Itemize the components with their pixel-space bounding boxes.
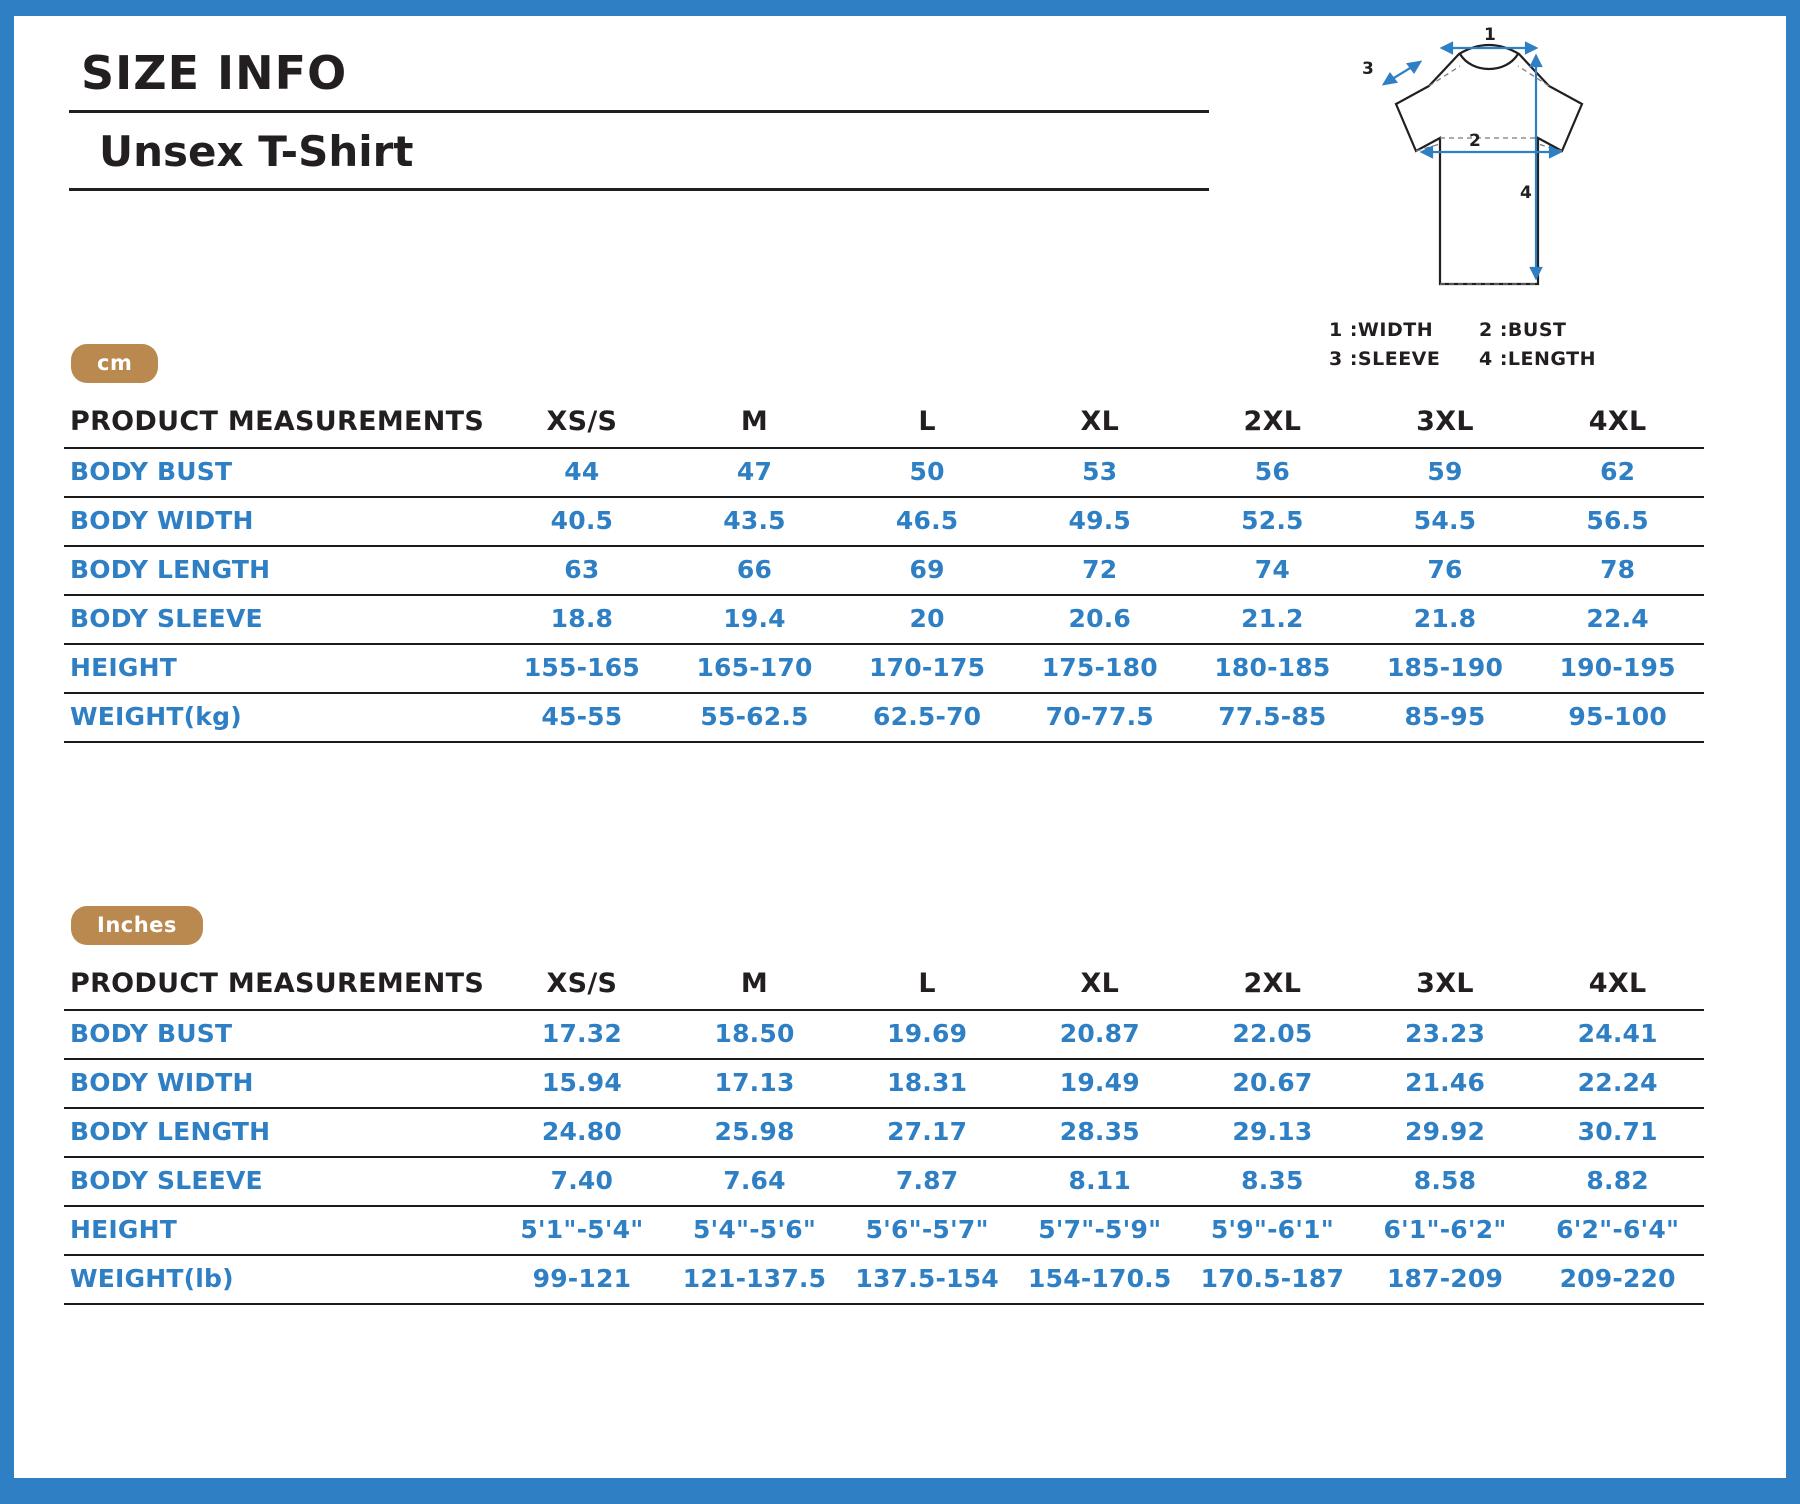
- inches-cell: 5'9"-6'1": [1186, 1206, 1359, 1255]
- table-row: [64, 1157, 1704, 1206]
- legend-item-length: 4 :LENGTH: [1479, 348, 1597, 371]
- unit-badge-inches-wrap: [71, 906, 203, 945]
- measure-sleeve-arrow: [1384, 62, 1420, 84]
- cm-cell: 70-77.5: [1013, 693, 1186, 742]
- cm-cell: 180-185: [1186, 644, 1359, 693]
- inches-cell: 30.71: [1531, 1108, 1704, 1157]
- inches-cell: 137.5-154: [841, 1255, 1014, 1304]
- cm-cell: 165-170: [668, 644, 841, 693]
- cm-cell: 78: [1531, 546, 1704, 595]
- tshirt-diagram: [1324, 26, 1654, 326]
- cm-cell: 22.4: [1531, 595, 1704, 644]
- cm-cell: 18.8: [496, 595, 669, 644]
- measure-label-1: 1: [1484, 26, 1496, 45]
- measure-label-3: 3: [1362, 59, 1374, 79]
- cm-cell: 77.5-85: [1186, 693, 1359, 742]
- inches-cell: 21.46: [1359, 1059, 1532, 1108]
- legend-row: [1329, 345, 1669, 374]
- cm-cell: 175-180: [1013, 644, 1186, 693]
- measure-label-2: 2: [1469, 131, 1481, 151]
- cm-table-head: [64, 398, 1704, 448]
- cm-cell: 170-175: [841, 644, 1014, 693]
- cm-cell: 95-100: [1531, 693, 1704, 742]
- inches-table-body: [64, 1010, 1704, 1304]
- inches-cell: 20.87: [1013, 1010, 1186, 1059]
- cm-cell: 74: [1186, 546, 1359, 595]
- cm-cell: 47: [668, 448, 841, 497]
- inches-cell: 8.82: [1531, 1157, 1704, 1206]
- inches-header-3xl: 3XL: [1359, 960, 1532, 1010]
- cm-row-label: BODY LENGTH: [64, 546, 496, 595]
- inches-cell: 6'2"-6'4": [1531, 1206, 1704, 1255]
- cm-cell: 63: [496, 546, 669, 595]
- inches-header-measurements: PRODUCT MEASUREMENTS: [64, 960, 496, 1010]
- cm-row-label: HEIGHT: [64, 644, 496, 693]
- inches-header-xss: XS/S: [496, 960, 669, 1010]
- cm-cell: 76: [1359, 546, 1532, 595]
- inches-cell: 8.11: [1013, 1157, 1186, 1206]
- table-row: [64, 644, 1704, 693]
- inches-cell: 15.94: [496, 1059, 669, 1108]
- cm-row-label: WEIGHT(kg): [64, 693, 496, 742]
- cm-cell: 54.5: [1359, 497, 1532, 546]
- inches-cell: 17.13: [668, 1059, 841, 1108]
- inches-cell: 209-220: [1531, 1255, 1704, 1304]
- cm-cell: 55-62.5: [668, 693, 841, 742]
- inches-cell: 8.35: [1186, 1157, 1359, 1206]
- inches-row-label: HEIGHT: [64, 1206, 496, 1255]
- inches-row-label: BODY WIDTH: [64, 1059, 496, 1108]
- page-title: SIZE INFO: [81, 46, 348, 100]
- inches-cell: 19.69: [841, 1010, 1014, 1059]
- inches-cell: 17.32: [496, 1010, 669, 1059]
- inches-size-table: [64, 960, 1704, 1305]
- subtitle-divider: [69, 188, 1209, 191]
- cm-cell: 21.8: [1359, 595, 1532, 644]
- cm-cell: 45-55: [496, 693, 669, 742]
- cm-cell: 43.5: [668, 497, 841, 546]
- cm-cell: 85-95: [1359, 693, 1532, 742]
- inches-cell: 187-209: [1359, 1255, 1532, 1304]
- cm-row-label: BODY SLEEVE: [64, 595, 496, 644]
- cm-header-measurements: PRODUCT MEASUREMENTS: [64, 398, 496, 448]
- inches-cell: 170.5-187: [1186, 1255, 1359, 1304]
- inches-cell: 7.64: [668, 1157, 841, 1206]
- cm-cell: 62: [1531, 448, 1704, 497]
- top-border-bar: [14, 0, 1800, 16]
- table-row: [64, 1010, 1704, 1059]
- table-row: [64, 448, 1704, 497]
- cm-header-3xl: 3XL: [1359, 398, 1532, 448]
- cm-row-label: BODY BUST: [64, 448, 496, 497]
- legend-item-sleeve: 3 :SLEEVE: [1329, 348, 1441, 371]
- cm-cell: 69: [841, 546, 1014, 595]
- cm-cell: 66: [668, 546, 841, 595]
- cm-header-xl: XL: [1013, 398, 1186, 448]
- inches-cell: 29.92: [1359, 1108, 1532, 1157]
- inches-row-label: WEIGHT(lb): [64, 1255, 496, 1304]
- measure-label-4: 4: [1520, 183, 1532, 203]
- inches-header-4xl: 4XL: [1531, 960, 1704, 1010]
- table-row: [64, 595, 1704, 644]
- inches-header-l: L: [841, 960, 1014, 1010]
- inches-cell: 28.35: [1013, 1108, 1186, 1157]
- diagram-legend: [1329, 316, 1669, 375]
- cm-cell: 19.4: [668, 595, 841, 644]
- cm-header-2xl: 2XL: [1186, 398, 1359, 448]
- cm-header-4xl: 4XL: [1531, 398, 1704, 448]
- inches-cell: 7.40: [496, 1157, 669, 1206]
- cm-cell: 56: [1186, 448, 1359, 497]
- cm-header-l: L: [841, 398, 1014, 448]
- unit-badge-inches: Inches: [71, 906, 203, 945]
- unit-badge-cm: cm: [71, 344, 158, 383]
- cm-cell: 46.5: [841, 497, 1014, 546]
- table-row: [64, 1059, 1704, 1108]
- cm-cell: 56.5: [1531, 497, 1704, 546]
- inches-header-xl: XL: [1013, 960, 1186, 1010]
- cm-cell: 44: [496, 448, 669, 497]
- inches-cell: 5'4"-5'6": [668, 1206, 841, 1255]
- inches-cell: 5'7"-5'9": [1013, 1206, 1186, 1255]
- tshirt-diagram-svg: [1324, 26, 1654, 326]
- inches-cell: 25.98: [668, 1108, 841, 1157]
- cm-cell: 49.5: [1013, 497, 1186, 546]
- inches-row-label: BODY BUST: [64, 1010, 496, 1059]
- cm-cell: 155-165: [496, 644, 669, 693]
- inches-cell: 23.23: [1359, 1010, 1532, 1059]
- table-row: [64, 546, 1704, 595]
- cm-cell: 20.6: [1013, 595, 1186, 644]
- inches-header-2xl: 2XL: [1186, 960, 1359, 1010]
- cm-table-body: [64, 448, 1704, 742]
- inches-cell: 18.50: [668, 1010, 841, 1059]
- inches-row-label: BODY SLEEVE: [64, 1157, 496, 1206]
- inches-cell: 18.31: [841, 1059, 1014, 1108]
- bottom-border-bar: [14, 1478, 1800, 1504]
- cm-cell: 50: [841, 448, 1014, 497]
- inches-cell: 99-121: [496, 1255, 669, 1304]
- inches-header-row: [64, 960, 1704, 1010]
- table-row: [64, 1255, 1704, 1304]
- legend-row: [1329, 316, 1669, 345]
- header-block: [69, 46, 1209, 191]
- cm-cell: 20: [841, 595, 1014, 644]
- inches-cell: 22.24: [1531, 1059, 1704, 1108]
- cm-header-row: [64, 398, 1704, 448]
- legend-item-width: 1 :WIDTH: [1329, 319, 1434, 341]
- cm-size-table: [64, 398, 1704, 743]
- inches-cell: 24.80: [496, 1108, 669, 1157]
- content-area: [14, 16, 1786, 1478]
- cm-header-m: M: [668, 398, 841, 448]
- inches-cell: 154-170.5: [1013, 1255, 1186, 1304]
- cm-cell: 62.5-70: [841, 693, 1014, 742]
- inches-row-label: BODY LENGTH: [64, 1108, 496, 1157]
- cm-cell: 52.5: [1186, 497, 1359, 546]
- cm-cell: 59: [1359, 448, 1532, 497]
- legend-item-bust: 2 :BUST: [1479, 319, 1567, 341]
- cm-row-label: BODY WIDTH: [64, 497, 496, 546]
- inches-cell: 29.13: [1186, 1108, 1359, 1157]
- inches-table-head: [64, 960, 1704, 1010]
- inches-cell: 22.05: [1186, 1010, 1359, 1059]
- inches-cell: 24.41: [1531, 1010, 1704, 1059]
- unit-badge-cm-wrap: [71, 344, 158, 383]
- table-row: [64, 693, 1704, 742]
- product-subtitle: Unsex T-Shirt: [99, 127, 414, 176]
- inches-cell: 5'1"-5'4": [496, 1206, 669, 1255]
- cm-cell: 21.2: [1186, 595, 1359, 644]
- inches-cell: 27.17: [841, 1108, 1014, 1157]
- inches-header-m: M: [668, 960, 841, 1010]
- table-row: [64, 497, 1704, 546]
- inches-cell: 6'1"-6'2": [1359, 1206, 1532, 1255]
- inches-cell: 8.58: [1359, 1157, 1532, 1206]
- table-row: [64, 1206, 1704, 1255]
- cm-cell: 72: [1013, 546, 1186, 595]
- shirt-outline: [1396, 45, 1582, 284]
- inches-cell: 5'6"-5'7": [841, 1206, 1014, 1255]
- table-row: [64, 1108, 1704, 1157]
- cm-cell: 185-190: [1359, 644, 1532, 693]
- inches-cell: 20.67: [1186, 1059, 1359, 1108]
- cm-header-xss: XS/S: [496, 398, 669, 448]
- inches-cell: 121-137.5: [668, 1255, 841, 1304]
- cm-cell: 53: [1013, 448, 1186, 497]
- inches-cell: 19.49: [1013, 1059, 1186, 1108]
- cm-cell: 40.5: [496, 497, 669, 546]
- cm-cell: 190-195: [1531, 644, 1704, 693]
- inches-cell: 7.87: [841, 1157, 1014, 1206]
